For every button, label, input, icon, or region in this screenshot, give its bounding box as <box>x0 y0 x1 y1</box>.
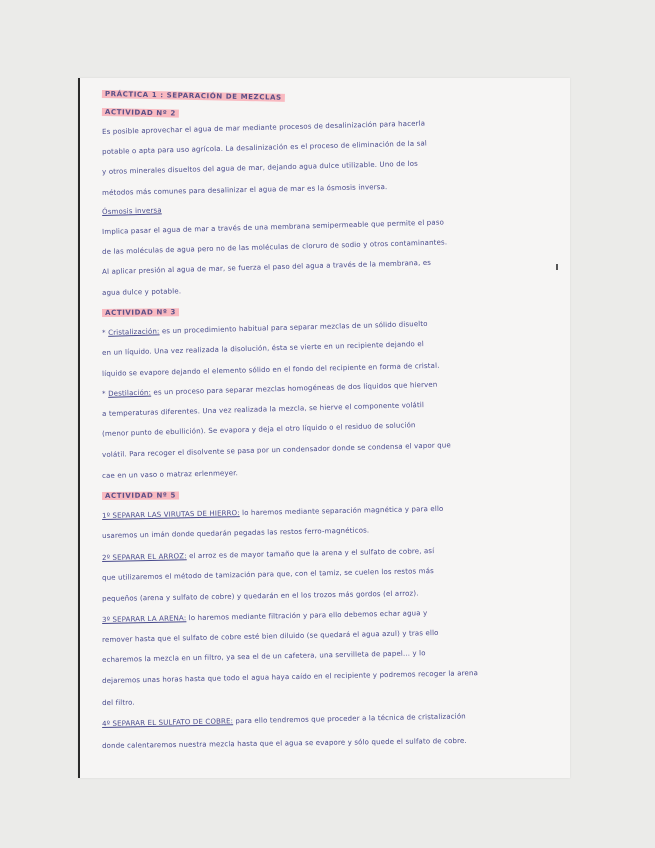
virutas-label: 1º SEPARAR LAS VIRUTAS DE HIERRO: <box>102 509 240 520</box>
actividad-3-heading-text: ACTIVIDAD Nº 3 <box>102 308 179 317</box>
actividad-2-heading-text: ACTIVIDAD Nº 2 <box>102 108 179 118</box>
actividad-5-heading <box>102 491 179 500</box>
actividad-2-line: métodos más comunes para desalinizar el agua de mar es la ósmosis inversa. <box>102 183 388 197</box>
destilacion-line: cae en un vaso o matraz erlenmeyer. <box>102 469 239 480</box>
practice-title <box>102 90 285 102</box>
osmosis-line: de las moléculas de agua pero no de las moléculas de cloruro de sodio y otros contaminantes. <box>102 238 448 256</box>
osmosis-line: Implica pasar el agua de mar a través de una membrana semipermeable que permite el paso <box>102 218 445 236</box>
osmosis-line: Al aplicar presión al agua de mar, se fuerza el paso del agua a través de la membrana, es <box>102 258 432 276</box>
actividad-5-item-line: que utilizaremos el método de tamización para que, con el tamiz, se cuelen los restos más <box>102 567 434 582</box>
pen-mark <box>556 264 558 270</box>
destilacion-line: volátil. Para recoger el disolvente se pasa por un condensador donde se condensa el vapor que <box>102 441 451 459</box>
practice-title-text: PRÁCTICA 1 : SEPARACIÓN DE MEZCLAS <box>102 90 285 102</box>
virutas-text: lo haremos mediante separación magnética y para ello <box>241 504 444 518</box>
actividad-2-heading <box>102 108 179 118</box>
osmosis-line: agua dulce y potable. <box>102 287 182 297</box>
arena-text: lo haremos mediante filtración y para ello debemos echar agua y <box>188 609 428 623</box>
actividad-5-item-line: echaremos la mezcla en un filtro, ya sea el de un cafetera, una servilleta de papel... y lo <box>102 649 426 664</box>
cristalizacion-line: líquido se evapore dejando el elemento sólido en el fondo del recipiente en forma de cristal. <box>102 361 440 378</box>
arroz-text: el arroz es de mayor tamaño que la arena y el sulfato de cobre, así <box>188 547 435 561</box>
actividad-5-heading-text: ACTIVIDAD Nº 5 <box>102 491 179 500</box>
sulfato-text: para ello tendremos que proceder a la técnica de cristalización <box>235 712 466 726</box>
destilacion-line: * Destilación: es un proceso para separar mezclas homogéneas de dos líquidos que hierven <box>102 380 438 398</box>
cristalizacion-label: Cristalización: <box>108 327 160 337</box>
actividad-5-item-line: usaremos un imán donde quedarán pegadas las restos ferro-magnéticos. <box>102 526 370 540</box>
actividad-5-item-line <box>102 505 444 520</box>
actividad-3-heading <box>102 308 179 317</box>
destilacion-label: Destilación: <box>108 388 152 398</box>
osmosis-heading: Ósmosis inversa <box>102 206 162 216</box>
actividad-5-item-line: donde calentaremos nuestra mezcla hasta que el agua se evapore y sólo quede el sulfato de cobre. <box>102 736 467 750</box>
actividad-5-item-line: pequeños (arena y sulfato de cobre) y quedarán en el los trozos más gordos (el arroz). <box>102 589 419 603</box>
actividad-5-item-line <box>102 547 434 562</box>
arena-label: 3º SEPARAR LA ARENA: <box>102 614 187 624</box>
cristalizacion-line: en un líquido. Una vez realizada la disolución, ésta se vierte en un recipiente dejando el <box>102 340 424 357</box>
cristalizacion-text: es un procedimiento habitual para separar mezclas de un sólido disuelto <box>161 319 428 336</box>
actividad-5-item-line: remover hasta que el sulfato de cobre esté bien diluido (se quedará el agua azul) y tras ello <box>102 628 439 644</box>
cristalizacion-line: * Cristalización: es un procedimiento habitual para separar mezclas de un sólido disuelto <box>102 319 428 337</box>
arroz-label: 2º SEPARAR EL ARROZ: <box>102 552 187 562</box>
sulfato-label: 4º SEPARAR EL SULFATO DE COBRE: <box>102 717 234 728</box>
actividad-5-item-line: dejaremos unas horas hasta que todo el agua haya caído en el recipiente y podremos recoger la arena <box>102 669 479 685</box>
actividad-2-line: potable o apta para uso agrícola. La desalinización es el proceso de eliminación de la sal <box>102 139 428 156</box>
actividad-2-line: Es posible aprovechar el agua de mar mediante procesos de desalinización para hacerla <box>102 119 426 136</box>
actividad-2-line: y otros minerales disueltos del agua de mar, dejando agua dulce utilizable. Uno de los <box>102 159 419 176</box>
actividad-5-item-line: del filtro. <box>102 698 135 707</box>
notebook-page <box>78 78 570 778</box>
destilacion-line: (menor punto de ebullición). Se evapora y deja el otro líquido o el residuo de solución <box>102 421 416 438</box>
actividad-5-item-line <box>102 609 427 624</box>
destilacion-line: a temperaturas diferentes. Una vez realizada la mezcla, se hierve el componente volátil <box>102 401 425 418</box>
actividad-5-item-line <box>102 712 466 728</box>
destilacion-text: es un proceso para separar mezclas homogéneas de dos líquidos que hierven <box>153 380 438 397</box>
